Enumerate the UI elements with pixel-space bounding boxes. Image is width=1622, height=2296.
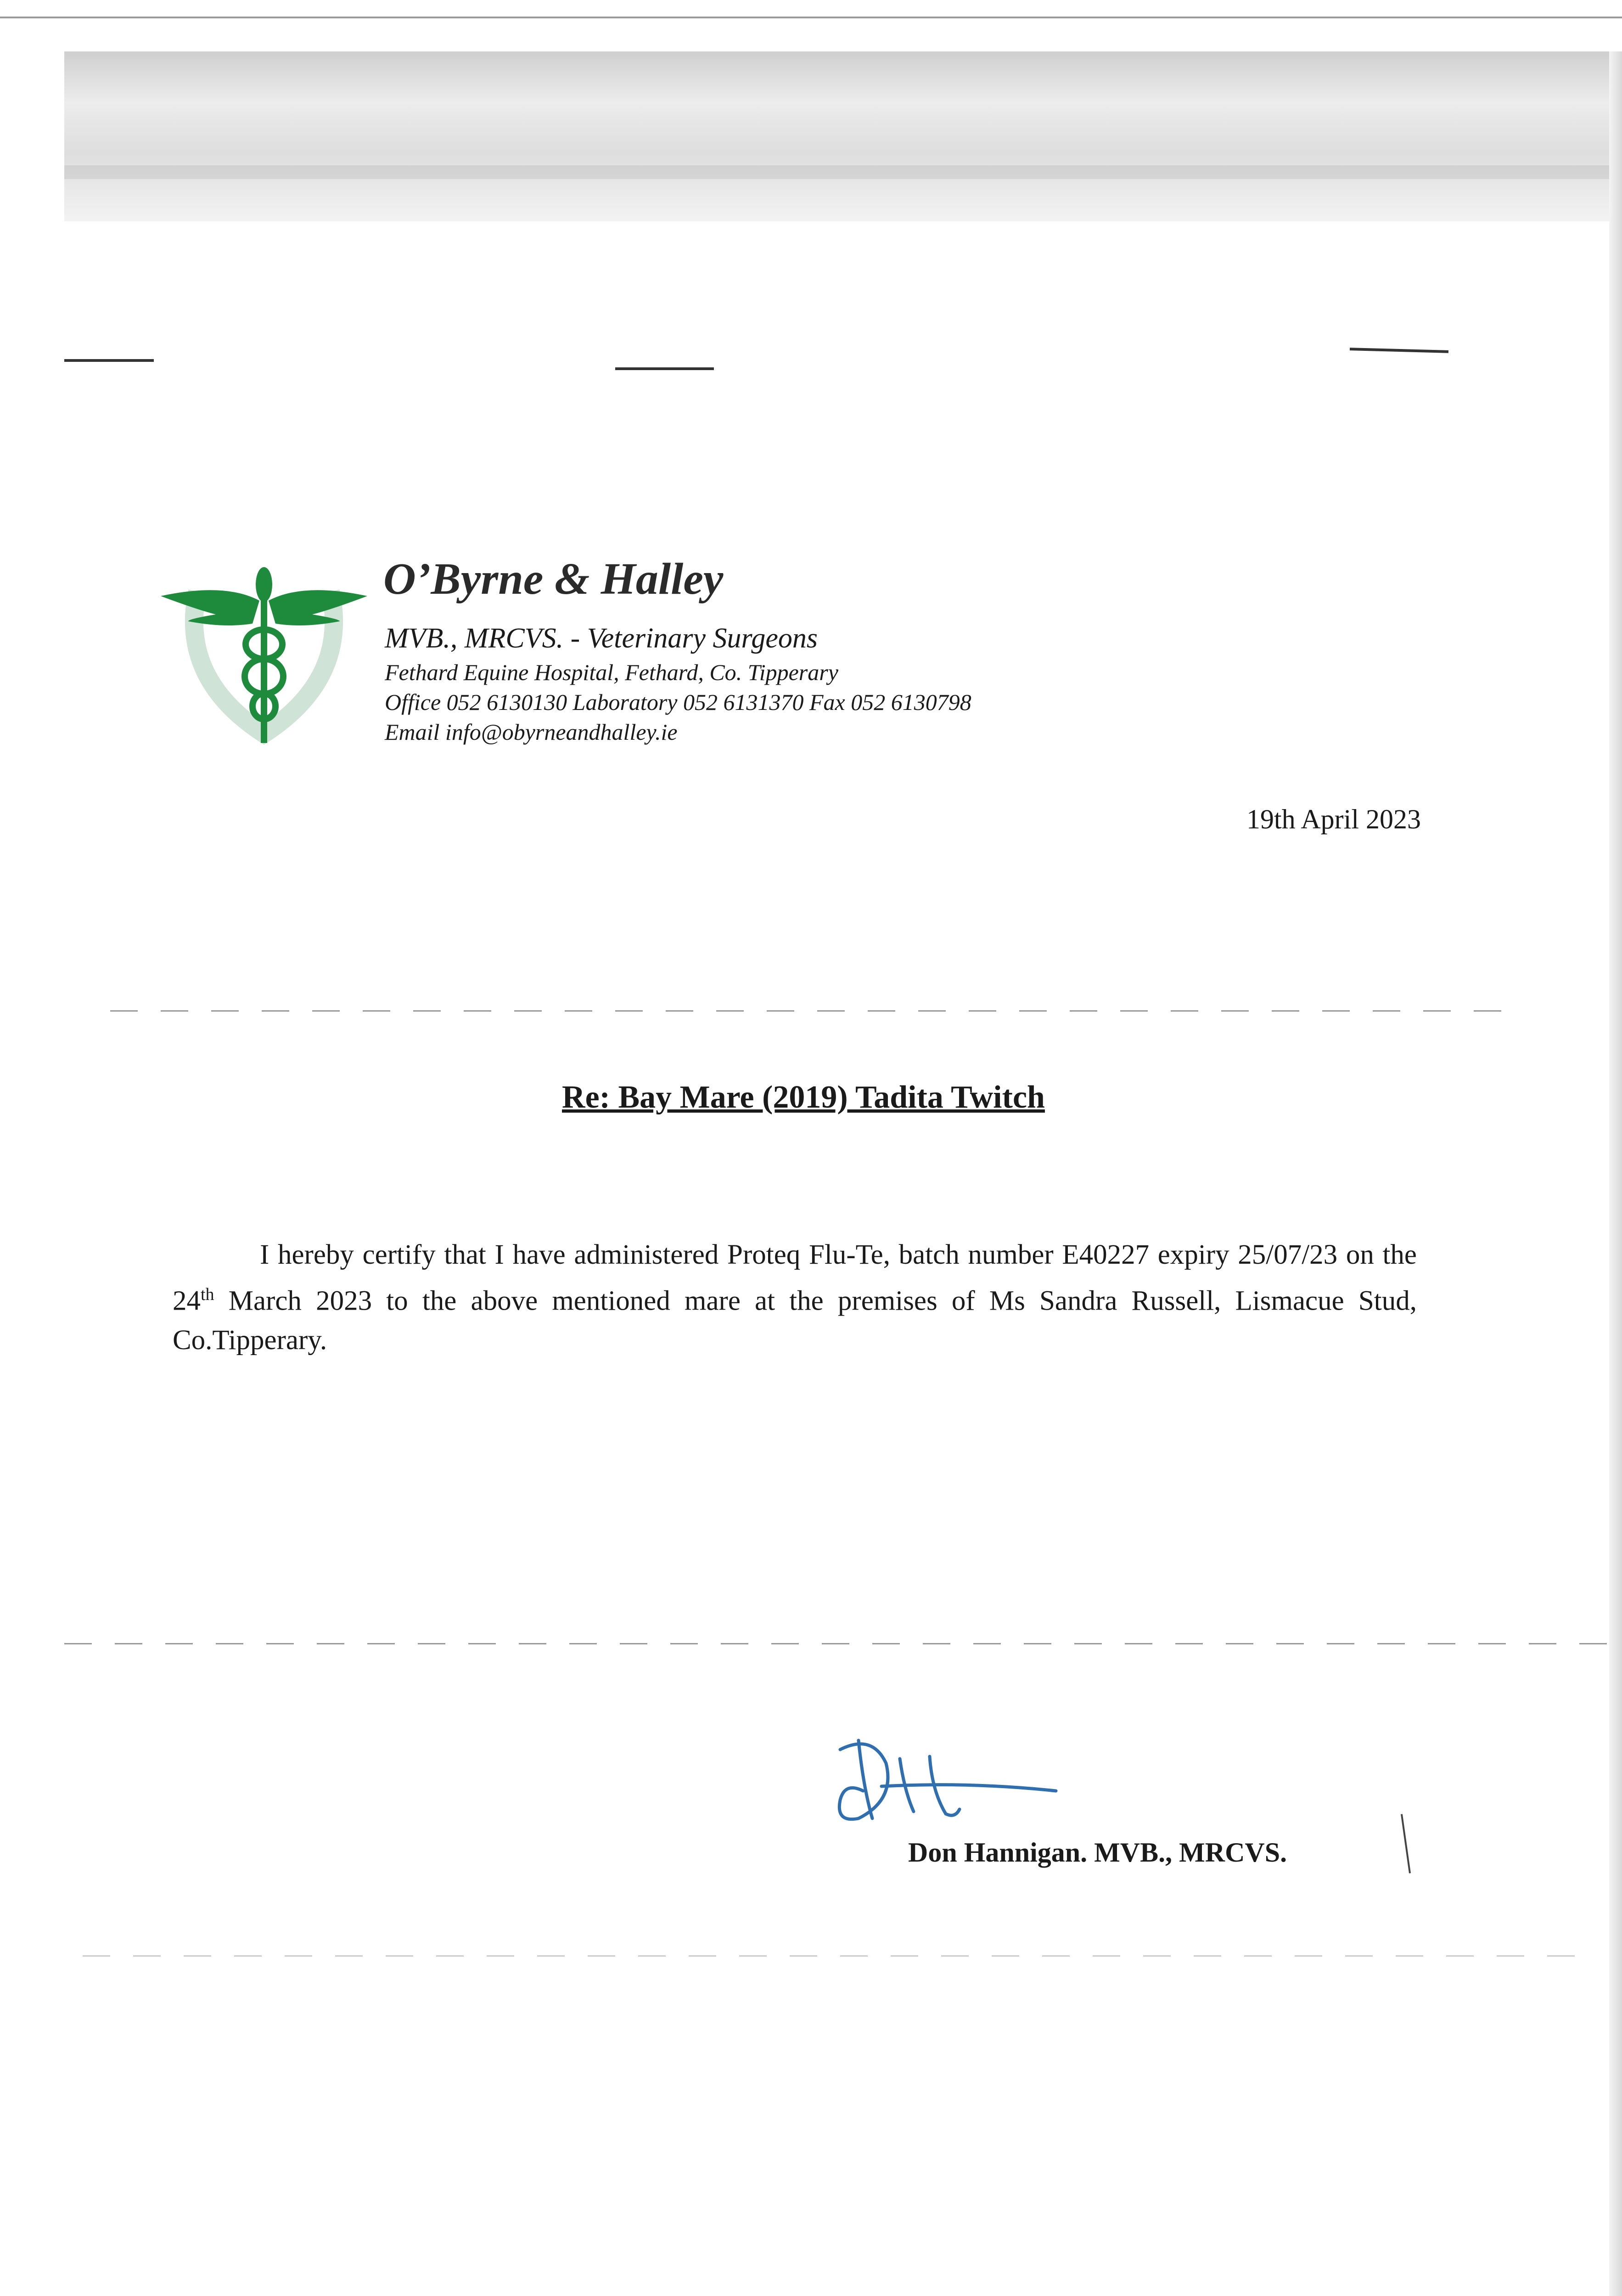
- caduceus-logo: [161, 564, 367, 748]
- certification-paragraph: [173, 1235, 1417, 1360]
- scan-fold-line: [83, 1955, 1588, 1957]
- body-text-1: I hereby certify that I have administered Proteq Flu-Te, batch number E40227 expiry 25/07/23 on the 24: [173, 1239, 1417, 1317]
- page-edge: [1609, 51, 1622, 2296]
- qualifications: MVB., MRCVS. - Veterinary Surgeons: [385, 623, 818, 654]
- address: Fethard Equine Hospital, Fethard, Co. Tipperary: [385, 659, 838, 685]
- practice-name: O’Byrne & Halley: [383, 554, 724, 604]
- body-text-2: March 2023 to the above mentioned mare at the premises of Ms Sandra Russell, Lismacue Stud, Co.Tipperary.: [173, 1285, 1417, 1356]
- punch-mark: [64, 359, 154, 362]
- scan-mark: [1401, 1814, 1411, 1873]
- subject-line: Re: Bay Mare (2019) Tadita Twitch: [562, 1080, 1045, 1115]
- scan-fold-line: [110, 1010, 1524, 1012]
- signature: [831, 1731, 1061, 1828]
- scan-edge-line: [0, 17, 1622, 18]
- ordinal-suffix: th: [201, 1285, 214, 1304]
- punch-mark: [1350, 348, 1448, 353]
- phone-numbers: Office 052 6130130 Laboratory 052 6131370 Fax 052 6130798: [385, 689, 971, 715]
- scan-fold-line: [64, 1643, 1607, 1644]
- scan-shadow-line: [64, 165, 1622, 179]
- letter-date: 19th April 2023: [1246, 804, 1421, 834]
- signer-name: Don Hannigan. MVB., MRCVS.: [908, 1837, 1287, 1868]
- punch-mark: [615, 367, 714, 370]
- email: Email info@obyrneandhalley.ie: [385, 719, 678, 745]
- scan-shadow-band: [64, 51, 1622, 221]
